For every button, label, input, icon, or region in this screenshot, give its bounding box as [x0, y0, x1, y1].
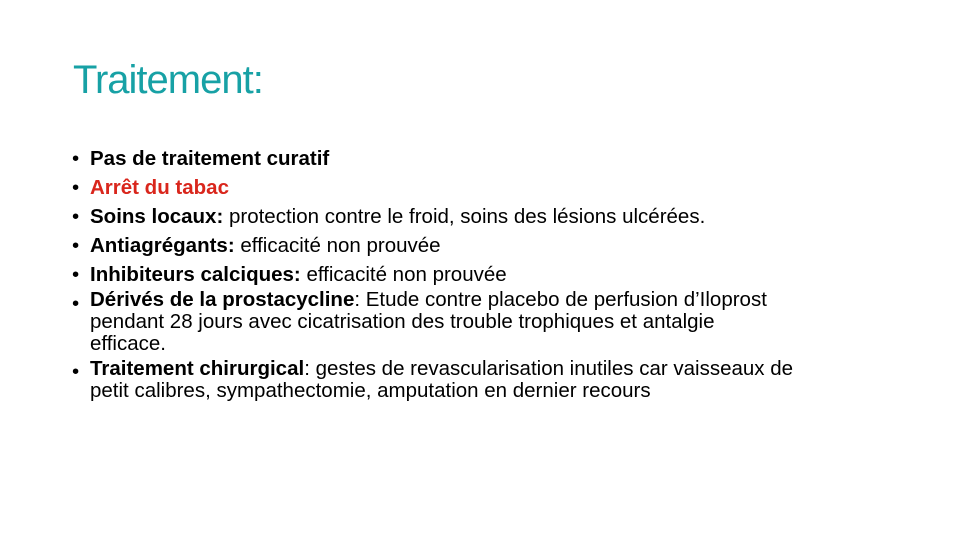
bullet-item-4-bold: Antiagrégants: — [90, 234, 235, 257]
bullet-item-3-text: protection contre le froid, soins des lésions ulcérées. — [223, 205, 706, 228]
bullet-item-6-text: : Etude contre placebo de perfusion d’Iloprost — [354, 288, 767, 311]
bullet-item-5-text: efficacité non prouvée — [300, 263, 507, 286]
bullet-dot-icon: • — [72, 360, 80, 383]
bullet-item-3-bold: Soins locaux: — [90, 205, 224, 228]
bullet-dot-icon: • — [72, 176, 80, 199]
bullet-item-5 — [72, 260, 922, 289]
bullet-dot-icon: • — [72, 205, 80, 228]
bullet-item-1-bold: Pas de traitement curatif — [90, 147, 330, 170]
bullet-dot-icon: • — [72, 147, 80, 170]
bullet-item-7 — [72, 357, 922, 402]
bullet-dot-icon: • — [72, 292, 80, 315]
bullet-item-7-line2: petit calibres, sympathectomie, amputation en dernier recours — [90, 379, 651, 402]
bullet-item-6-line3: efficace. — [90, 332, 166, 355]
bullet-item-5-bold: Inhibiteurs calciques: — [90, 263, 301, 286]
bullet-list — [72, 144, 922, 402]
bullet-dot-icon: • — [72, 263, 80, 286]
bullet-item-6 — [72, 289, 922, 355]
bullet-item-3 — [72, 202, 922, 231]
bullet-item-4-text: efficacité non prouvée — [234, 234, 441, 257]
bullet-item-7-bold: Traitement chirurgical — [90, 357, 305, 380]
bullet-item-6-line2: pendant 28 jours avec cicatrisation des trouble trophiques et antalgie — [90, 310, 715, 333]
bullet-item-7-text: : gestes de revascularisation inutiles car vaisseaux de — [304, 357, 794, 380]
bullet-item-4 — [72, 231, 922, 260]
bullet-item-6-bold: Dérivés de la prostacycline — [90, 288, 355, 311]
bullet-item-2-bold: Arrêt du tabac — [90, 176, 229, 199]
bullet-dot-icon: • — [72, 234, 80, 257]
slide-title: Traitement: — [73, 58, 263, 102]
bullet-item-1 — [72, 144, 922, 173]
bullet-item-2 — [72, 173, 922, 202]
